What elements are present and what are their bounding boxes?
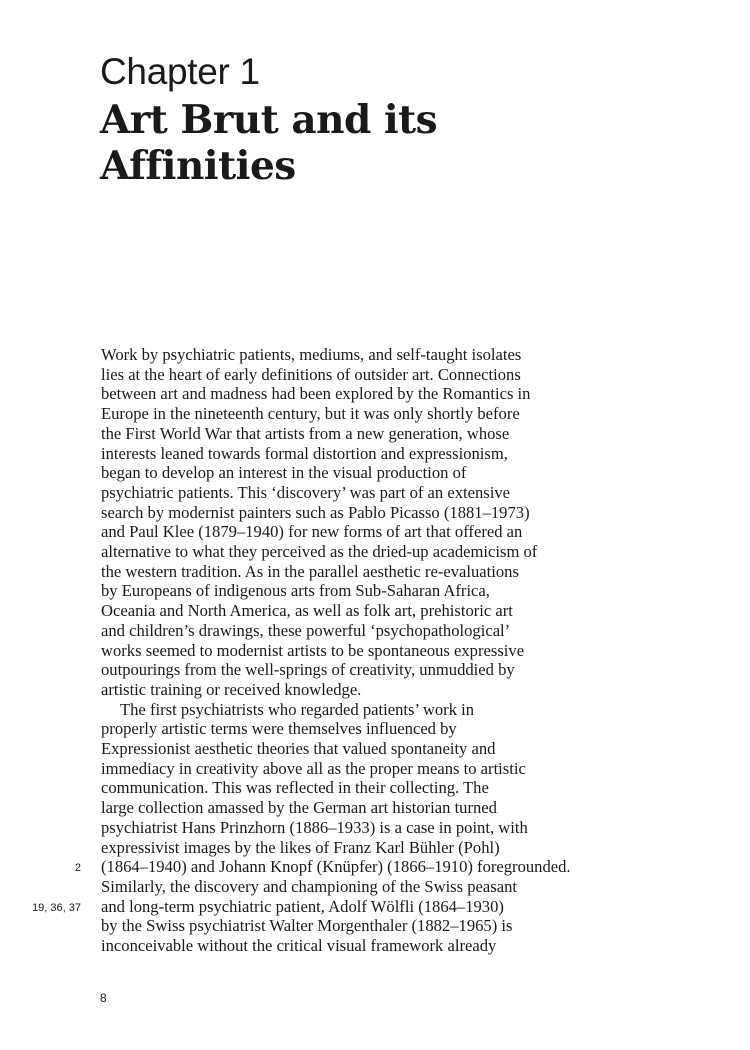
text-line: Oceania and North America, as well as folk art, prehistoric art — [101, 601, 513, 621]
text-line: psychiatric patients. This ‘discovery’ was part of an extensive — [101, 482, 511, 502]
text-line: large collection amassed by the German art historian turned — [101, 798, 497, 818]
chapter-title — [100, 97, 540, 189]
text-line: began to develop an interest in the visual production of — [101, 463, 467, 483]
text-line: psychiatrist Hans Prinzhorn (1886–1933) is a case in point, with — [101, 817, 528, 837]
text-line: inconceivable without the critical visual framework already — [101, 936, 497, 956]
text-line: lies at the heart of early definitions of outsider art. Connections — [101, 364, 521, 384]
chapter-number: Chapter 1 — [100, 51, 260, 92]
page-number: 8 — [100, 991, 107, 1005]
text-line: properly artistic terms were themselves influenced by — [101, 719, 457, 739]
text-line: the First World War that artists from a new generation, whose — [101, 423, 510, 443]
text-line: search by modernist painters such as Pablo Picasso (1881–1973) — [101, 502, 530, 522]
text-line: and Paul Klee (1879–1940) for new forms of art that offered an — [101, 522, 523, 542]
text-line: interests leaned towards formal distortion and expressionism, — [101, 443, 508, 463]
text-line: expressivist images by the likes of Franz Karl Bühler (Pohl) — [101, 837, 500, 857]
text-line: artistic training or received knowledge. — [101, 679, 362, 699]
text-line: the western tradition. As in the parallel aesthetic re-evaluations — [101, 561, 519, 581]
text-line: immediacy in creativity above all as the proper means to artistic — [101, 758, 526, 778]
text-line: and children’s drawings, these powerful ‘psychopathological’ — [101, 620, 511, 640]
chapter-title-line: Affinities — [100, 143, 296, 189]
text-line: and long-term psychiatric patient, Adolf Wölfli (1864–1930) — [101, 896, 504, 916]
body-text — [101, 345, 621, 956]
text-line: Work by psychiatric patients, mediums, and self-taught isolates — [101, 345, 522, 364]
text-line: alternative to what they perceived as the dried-up academicism of — [101, 542, 538, 562]
paragraph-first-line: The first psychiatrists who regarded patients’ work in — [120, 699, 475, 719]
margin-figure-reference: 19, 36, 37 — [32, 902, 81, 914]
text-line: by Europeans of indigenous arts from Sub-Saharan Africa, — [101, 581, 490, 601]
text-line: communication. This was reflected in their collecting. The — [101, 778, 489, 798]
text-line: Expressionist aesthetic theories that valued spontaneity and — [101, 739, 496, 759]
margin-figure-reference: 2 — [74, 862, 81, 874]
text-line: (1864–1940) and Johann Knopf (Knüpfer) (1866–1910) foregrounded. — [101, 857, 571, 877]
chapter-title-line: Art Brut and its — [100, 97, 438, 143]
text-line: between art and madness had been explored by the Romantics in — [101, 384, 531, 404]
text-line: Europe in the nineteenth century, but it was only shortly before — [101, 404, 520, 424]
text-line: Similarly, the discovery and championing of the Swiss peasant — [101, 876, 517, 896]
text-line: outpourings from the well-springs of creativity, unmuddied by — [101, 660, 515, 680]
text-line: works seemed to modernist artists to be spontaneous expressive — [101, 640, 525, 660]
text-line: by the Swiss psychiatrist Walter Morgenthaler (1882–1965) is — [101, 916, 513, 936]
